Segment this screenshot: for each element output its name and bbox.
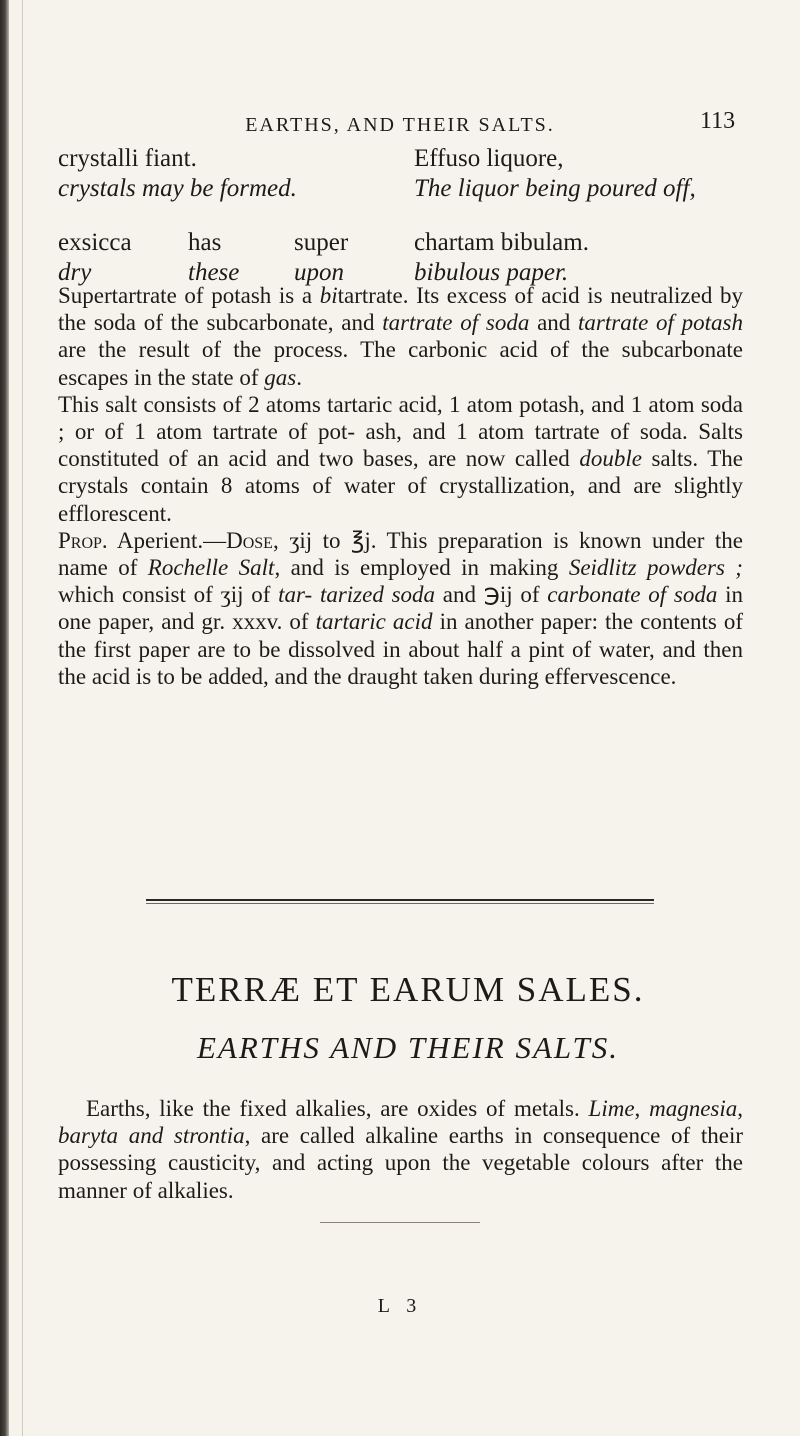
body-text-upper [58,282,743,690]
gloss-latin: crystalli fiant. [58,145,197,172]
gloss-english: dry [58,259,92,286]
gloss-latin: has [188,229,222,256]
signature-mark: L 3 [377,1295,423,1317]
section-subtitle: EARTHS AND THEIR SALTS. [197,1030,619,1065]
gloss-english: upon [294,259,344,286]
body-text-lower [58,1095,743,1204]
gloss-latin: Effuso liquore, [414,145,564,172]
page-number: 113 [700,108,736,134]
gloss-latin: chartam bibulam. [414,229,589,256]
gloss-english: The liquor being poured off, [414,175,696,202]
paragraph-earths: Earths, like the fixed alkalies, are oxides of metals. Lime, magnesia, baryta and strontia, are called alkaline earths in consequence of their possessing causticity, and acting upon the vegetable colours after the manner of alkalies. [58,1096,743,1203]
gloss-english: crystals may be formed. [58,175,297,202]
gloss-latin: super [294,229,349,256]
gloss-english: these [188,259,240,286]
section-divider-rule [146,899,654,901]
gloss-english: bibulous paper. [414,259,569,286]
paragraph-properties: Prop. Aperient.—Dose, ʒij to ℥j. This preparation is known under the name of Rochelle Salt, and is employed in making Seidlitz powders ; which consist of ʒij of tar- tarized soda and ℈ij of carbonate of soda in one paper, and gr. xxxv. of tartaric acid in another paper: the contents of the first paper are to be dissolved in about half a pint of water, and then the acid is to be added, and the draught taken during effervescence. [58,527,743,689]
section-divider-rule-thin [146,903,654,904]
paragraph-bitartrate: Supertartrate of potash is a bitartrate. Its excess of acid is neutralized by the soda of the subcarbonate, and tartrate of soda and tartrate of potash are the result of the process. The carbonic acid of the subcarbonate escapes in the state of gas. [58,283,743,390]
section-title: TERRÆ ET EARUM SALES. [171,970,645,1009]
gloss-latin: exsicca [58,229,132,256]
running-head: EARTHS, AND THEIR SALTS. [245,114,555,136]
end-rule [320,1222,480,1223]
paragraph-composition: This salt consists of 2 atoms tartaric acid, 1 atom potash, and 1 atom soda ; or of 1 atom tartrate of pot- ash, and 1 atom tartrate of soda. Salts constituted of an acid and two bases, are now called double salts. The crystals contain 8 atoms of water of crystallization, and are slightly efflorescent. [58,391,743,526]
